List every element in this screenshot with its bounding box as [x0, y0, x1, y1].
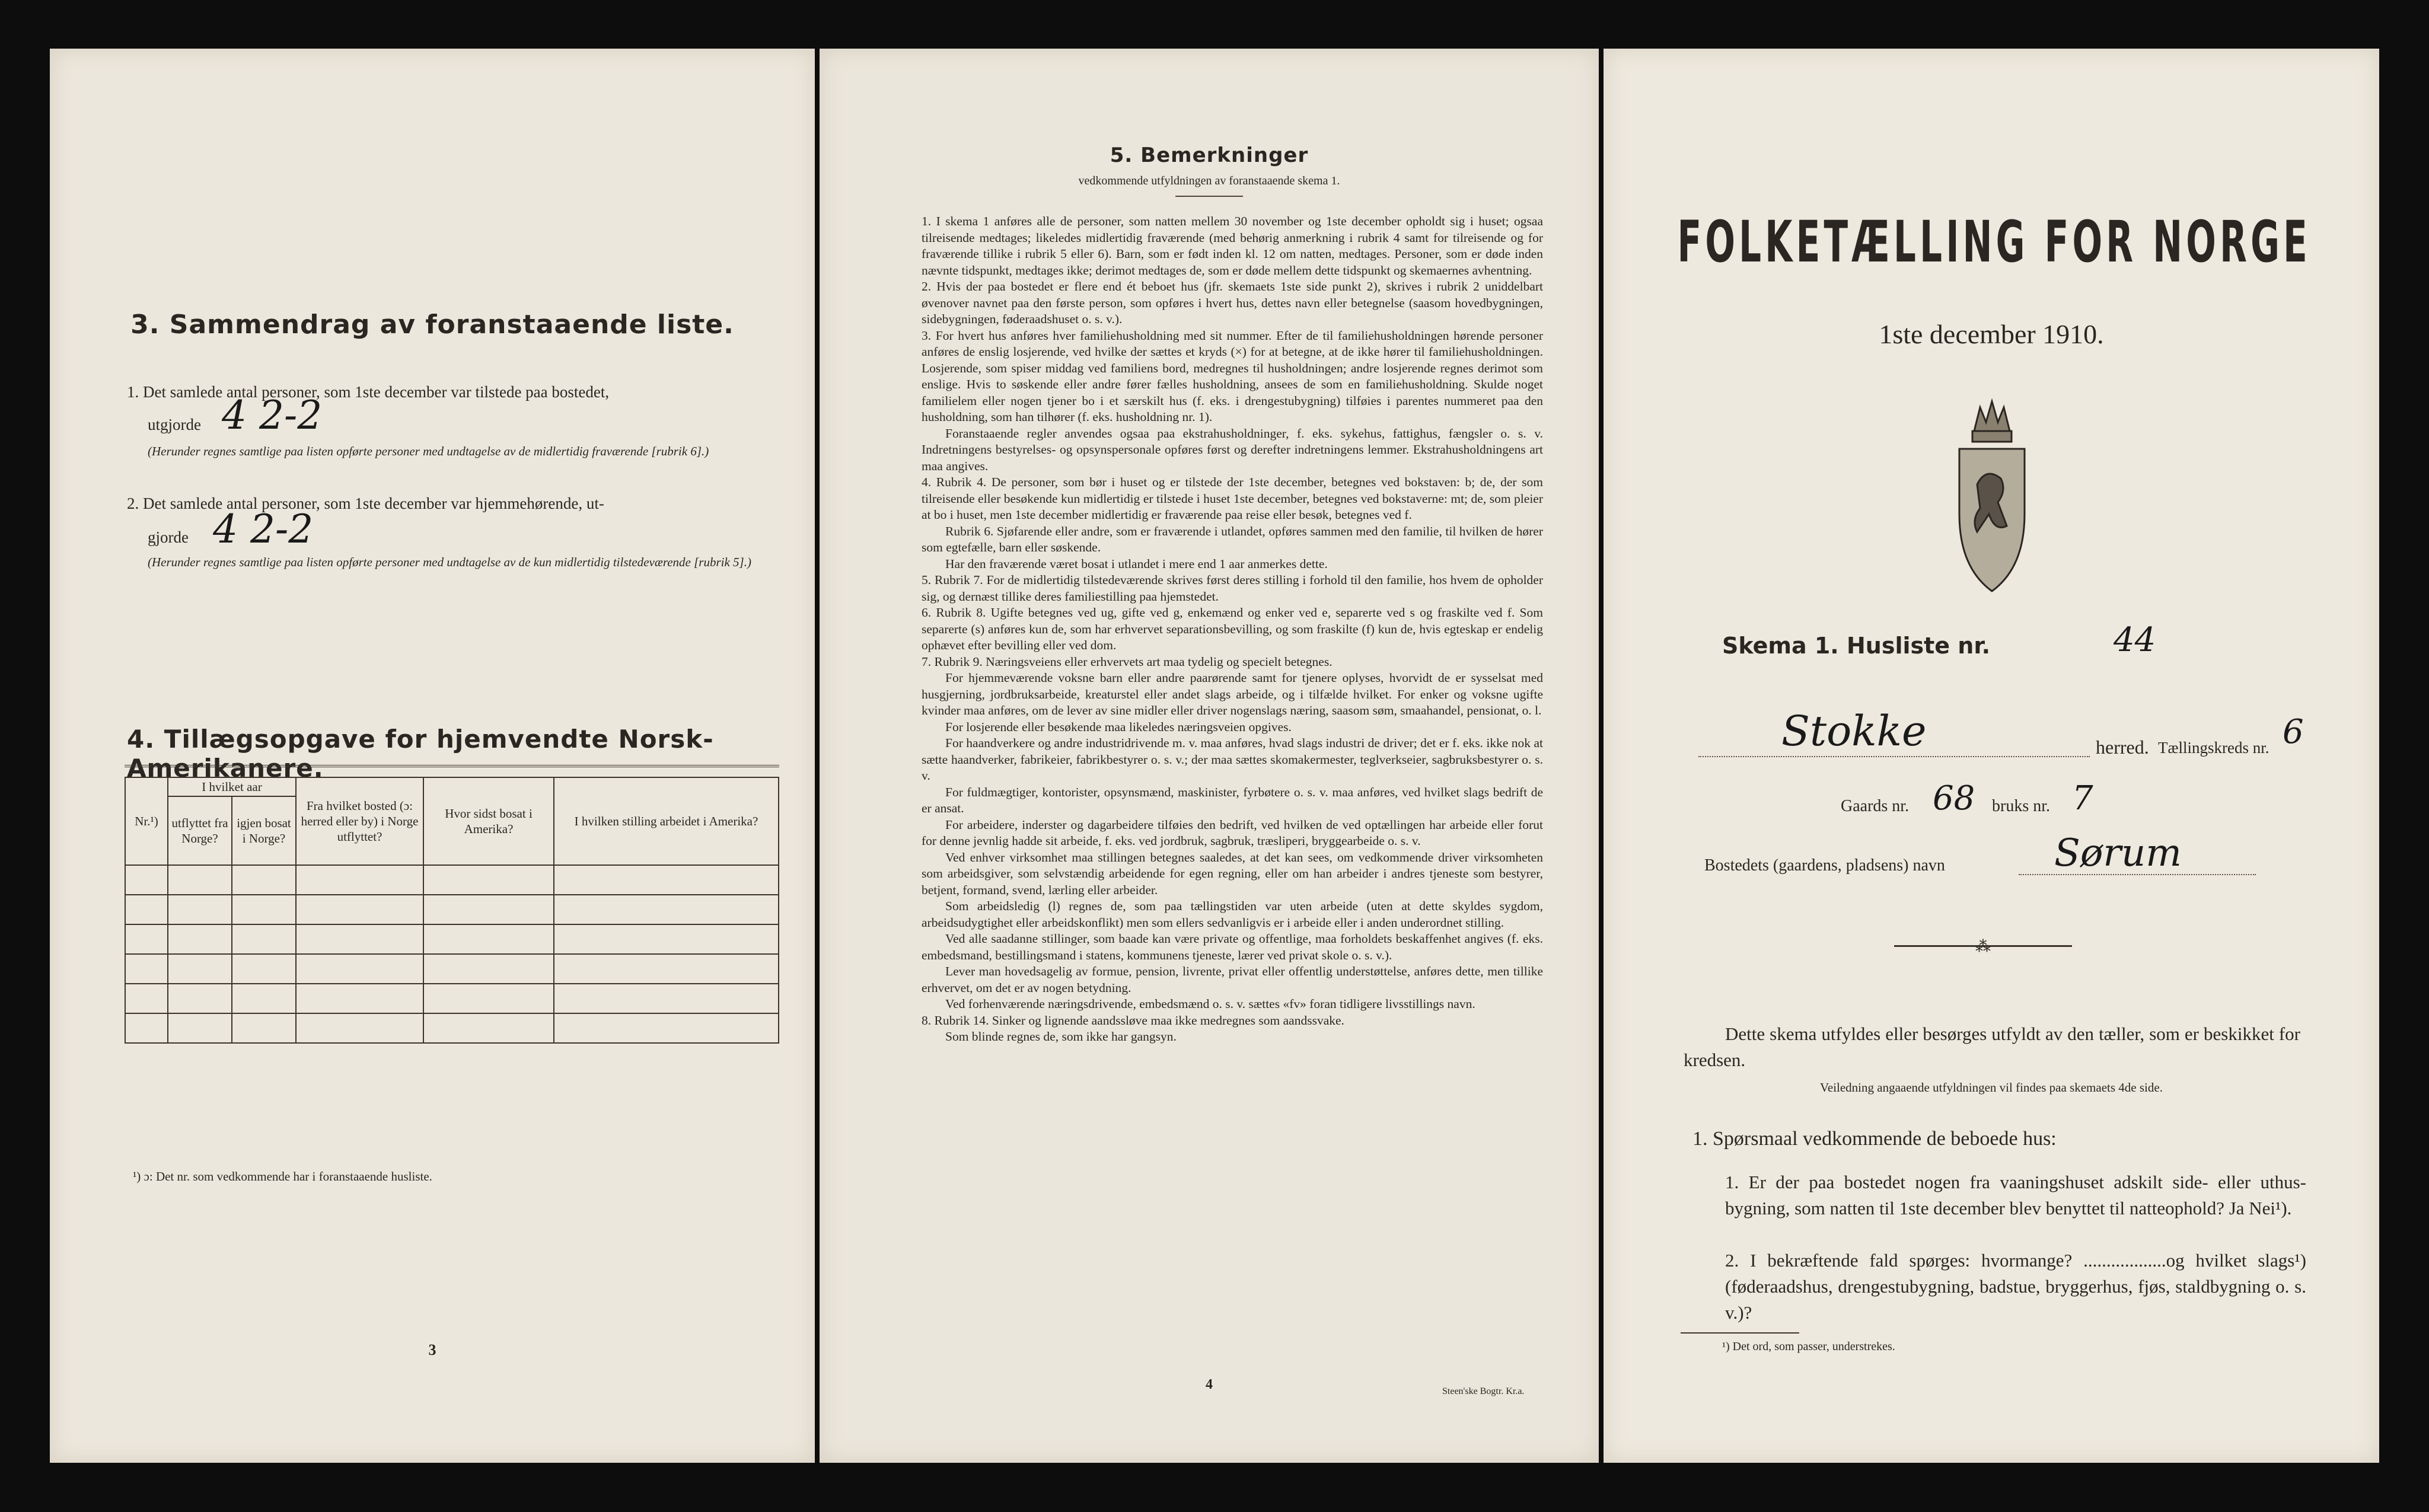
remark-7f: For arbeidere, inderster og dagarbeidere tilføies den bedrift, ved hvilken de ved optællingen har arbeide eller forut for denne jevnlig hadde sit arbeide, f. eks. ved jordbruk, sagbruk, træsliperi, bryggearbeide o. s. v.: [922, 817, 1543, 848]
page-cover: [1604, 49, 2379, 1463]
col-stilling: I hvilken stilling arbeidet i Amerika?: [554, 777, 779, 865]
remark-4c: Har den fraværende været bosat i utlandet i mere end 1 aar anmerkes dette.: [945, 556, 1328, 571]
remarks-subtitle: vedkommende utfyldningen av foranstaaende skema 1.: [1078, 174, 1340, 187]
remark-6: 6. Rubrik 8. Ugifte betegnes ved ug, gifte ved g, enkemænd og enker ved e, separerte ved s og fraskilte ved f. Som separerte (s) anføres kun de, som har erhvervet separationsbevilling, og som fraskilte (f) kun de, hvis egteskap er endelig ophævet efter bevilling eller ved dom.: [922, 605, 1543, 652]
veiledning-text: Veiledning angaaende utfyldningen vil findes paa skemaets 4de side.: [1820, 1080, 2163, 1095]
remark-8b: Som blinde regnes de, som ikke har gangsyn.: [945, 1029, 1177, 1044]
remark-5: 5. Rubrik 7. For de midlertidig tilstedeværende skrives først deres stilling i forhold til den familie, hos hvem de opholder sig, og dernæst tillike deres familiestilling paa hjemstedet.: [922, 573, 1543, 604]
item1-text: 1. Det samlede antal personer, som 1ste december var tilstede paa bostedet,: [127, 383, 610, 401]
item2-handwritten-value: 4 2-2: [213, 506, 314, 552]
item1-prefix: utgjorde: [148, 416, 201, 433]
bruks-label: bruks nr.: [1992, 797, 2050, 815]
page-number: 3: [428, 1341, 436, 1358]
item2-note: (Herunder regnes samtlige paa listen opførte personer med undtagelse av de kun midlertidig tilstedeværende [rubrik 5].): [148, 555, 751, 569]
remark-7d: For haandverkere og andre industridrivende m. v. maa anføres, hvad slags industri de driver; det er f. eks. ikke nok at sætte haandverker, fabrikeier, fabrikbestyrer o. s. v.; der maa sættes skomakermester, teglverkseier, sagbruksbestyrer o. s. v.: [922, 736, 1543, 783]
remark-1: 1. I skema 1 anføres alle de personer, som natten mellem 30 november og 1ste december opholdt sig i huset; ogsaa tilreisende medtages; likeledes midlertidig fraværende (med behørig anmerkning i rubrik 4 samt for tilreisende og for fraværende tillike i rubrik 5 eller 6). Barn, som er født inden kl. 12 om natten, medtages. Personer, som er døde inden nævnte tidspunkt, medtages ikke; derimot medtages de, som er døde mellem dette tidspunkt og skemaernes avhentning.: [922, 214, 1543, 277]
col-bosted: Fra hvilket bosted (ɔ: herred eller by) i Norge utflyttet?: [296, 777, 423, 865]
page-number: 4: [1206, 1377, 1213, 1392]
section4-title: 4. Tillægsopgave for hjemvendte Norsk-Amerikanere.: [127, 725, 714, 783]
remarks-title: 5. Bemerkninger: [1110, 143, 1309, 167]
bruks-value: 7: [2072, 779, 2093, 818]
skema-label: Skema 1. Husliste nr.: [1722, 633, 1991, 659]
table-row: [125, 1013, 779, 1043]
col-group-aar: I hvilket aar: [168, 777, 296, 796]
bosted-label: Bostedets (gaardens, pladsens) navn: [1704, 856, 1945, 875]
remark-4b: Rubrik 6. Sjøfarende eller andre, som er fraværende i utlandet, opføres sammen med den familie, til hvilken de hører som egtefælle, barn eller søskende.: [922, 524, 1543, 554]
printer-mark: Steen'ske Bogtr. Kr.a.: [1442, 1386, 1525, 1396]
remark-7b: For hjemmeværende voksne barn eller andre paarørende samt for tjenere oplyses, hvorvidt de er sysselsat med husgjerning, jordbruksarbeide, kreaturstel eller andet slags arbeide, og i tilfælde hvilket. For enker og voksne ugifte kvinder maa anføres, om de lever av sine midler eller driver nogenslags næring, saasom søm, smaahandel, pensionat, o. l.: [922, 671, 1543, 717]
remark-7j: Lever man hovedsagelig av formue, pension, livrente, privat eller offentlig understøttelse, anføres dette, men tillike erhvervet, om det er av nogen betydning.: [922, 964, 1543, 995]
herred-value: Stokke: [1781, 707, 1927, 755]
question1-1: 1. Er der paa bostedet nogen fra vaaningshuset adskilt side- eller uthus-bygning, som natten til 1ste december blev benyttet til natteophold? Ja Nei¹).: [1725, 1172, 2306, 1218]
coat-of-arms-icon: [1947, 395, 2036, 597]
table-row: [125, 895, 779, 924]
remark-7i: Ved alle saadanne stillinger, som baade kan være private og offentlige, maa forholdets beskaffenhet angives (f. eks. embedsmand, bestillingsmand i statens, kommunens tjeneste, lærer ved privat skole o. s. v.).: [922, 932, 1543, 962]
table-row: [125, 924, 779, 954]
kreds-label: Tællingskreds nr.: [2158, 739, 2269, 757]
item2-text: 2. Det samlede antal personer, som 1ste december var hjemmehørende, ut-: [127, 495, 604, 512]
section3-title: 3. Sammendrag av foranstaaende liste.: [130, 310, 734, 340]
col-amerika: Hvor sidst bosat i Amerika?: [423, 777, 554, 865]
bosted-value: Sørum: [2054, 831, 2182, 875]
census-title: FOLKETÆLLING FOR NORGE: [1677, 209, 2312, 275]
remark-7e: For fuldmægtiger, kontorister, opsynsmænd, maskinister, fyrbøtere o. s. v. maa anføres, ved hvilket slags bedrift de er ansat.: [922, 784, 1543, 815]
herred-label: herred.: [2096, 736, 2149, 758]
footnote-rule: [1681, 1332, 1799, 1334]
page-remarks: [820, 49, 1599, 1463]
kreds-value: 6: [2283, 713, 2304, 751]
col-nr: Nr.¹): [125, 777, 168, 865]
page-summary: [50, 49, 815, 1463]
census-date: 1ste december 1910.: [1879, 319, 2104, 349]
table-row: [125, 984, 779, 1013]
norsk-amerikanere-table: [125, 777, 779, 1044]
remark-7: 7. Rubrik 9. Næringsveiens eller erhvervets art maa tydelig og specielt betegnes.: [922, 654, 1333, 669]
question1-2: 2. I bekræftende fald spørges: hvormange? ..................og hvilket slags¹) (føderaadshus, drengestubygning, badstue, bryggerhus, fjøs, staldbygning o. s. v.)?: [1725, 1250, 2306, 1323]
remarks-body: [903, 213, 1543, 1045]
intro-text: Dette skema utfyldes eller besørges utfyldt av den tæller, som er beskikket for kredsen.: [1684, 1023, 2300, 1070]
item1-note: (Herunder regnes samtlige paa listen opførte personer med undtagelse av de midlertidig fraværende [rubrik 6].): [148, 444, 709, 458]
section4-rule: [125, 765, 779, 767]
table-row: [125, 954, 779, 984]
question1-heading: 1. Spørsmaal vedkommende de beboede hus:: [1692, 1128, 2057, 1150]
col-utflyttet: utflyttet fra Norge?: [168, 796, 232, 865]
remark-8: 8. Rubrik 14. Sinker og lignende aandssløve maa ikke medregnes som aandssvake.: [922, 1013, 1344, 1028]
remark-7c: For losjerende eller besøkende maa likeledes næringsveien opgives.: [945, 719, 1292, 734]
title-rule: [1175, 196, 1243, 197]
remark-4: 4. Rubrik 4. De personer, som bør i huset og er tilstede der 1ste december, betegnes ved bokstaven: b; de, der som tilreisende eller besøkende kun midlertidig er tilstede i huset 1ste december, betegnes ved bokstaverne: mt; de, som pleier at bo i huset, men 1ste december midlertidig er fraværende paa reise eller besøk, betegnes ved f.: [922, 475, 1543, 522]
gaards-value: 68: [1933, 779, 1975, 818]
gaards-label: Gaards nr.: [1841, 797, 1910, 815]
footnote: ¹) ɔ: Det nr. som vedkommende har i foranstaaende husliste.: [133, 1169, 432, 1184]
remark-7h: Som arbeidsledig (l) regnes de, som paa tællingstiden var uten arbeide (uten at dette skyldes sygdom, arbeidsudygtighet eller arbeidskonflikt) men som ellers sedvanligvis er i arbeide eller i anden underordnet stilling.: [922, 899, 1543, 930]
remark-7k: Ved forhenværende næringsdrivende, embedsmænd o. s. v. sættes «fv» foran tidligere livsstillings navn.: [945, 997, 1475, 1011]
remark-3: 3. For hvert hus anføres hver familiehusholdning med sit nummer. Efter de til familiehusholdningen hørende personer anføres de enslig losjerende, ved hvilke der sættes et kryds (×) for at betegne, at de ikke hører til familiehusholdningen. Losjerende, som spiser middag ved familiens bord, medregnes til husholdningen; andre losjerende regnes derimot som enslige. Hvis to søskende eller andre fører fælles husholdning, ansees de som en familiehusholdning. Skulde noget familielem eller nogen tjener bo i et særskilt hus (f. eks. i drengestubygning) tilføies i parentes nummeret paa den husholdning, som han tilhører (f. eks. husholdning nr. 1).: [922, 328, 1543, 424]
divider-ornament-icon: ⁂: [1975, 938, 1991, 955]
table-row: [125, 865, 779, 895]
remark-3b: Foranstaaende regler anvendes ogsaa paa ekstrahusholdninger, f. eks. sykehus, fattighus, fængsler o. s. v. Indretningens bestyrelses- og opsynspersonale opføres først og derefter indretningens lemmer. Ekstrahusholdningens art maa angives.: [922, 426, 1543, 473]
item1-handwritten-value: 4 2-2: [222, 393, 323, 438]
remark-2: 2. Hvis der paa bostedet er flere end ét beboet hus (jfr. skemaets 1ste side punkt 2), skrives i rubrik 2 uniddelbart øvenover navnet paa den første person, som opføres i hvert hus, dettes navn eller betegnelse (saasom hovedbygningen, sidebygningen, føderaadshuset o. s. v.).: [922, 279, 1543, 326]
footnote: ¹) Det ord, som passer, understrekes.: [1722, 1340, 1895, 1353]
item2-prefix: gjorde: [148, 528, 189, 546]
husliste-value: 44: [2114, 621, 2156, 659]
remark-7g: Ved enhver virksomhet maa stillingen betegnes saaledes, at det kan sees, om vedkommende driver virksomheten som arbeidsgiver, som selvstændig arbeidende for egen regning, eller om han arbeider i andres tjeneste som bestyrer, betjent, formand, svend, lærling eller arbeider.: [922, 850, 1543, 897]
col-igjen: igjen bosat i Norge?: [232, 796, 296, 865]
herred-line: [1698, 756, 2090, 757]
